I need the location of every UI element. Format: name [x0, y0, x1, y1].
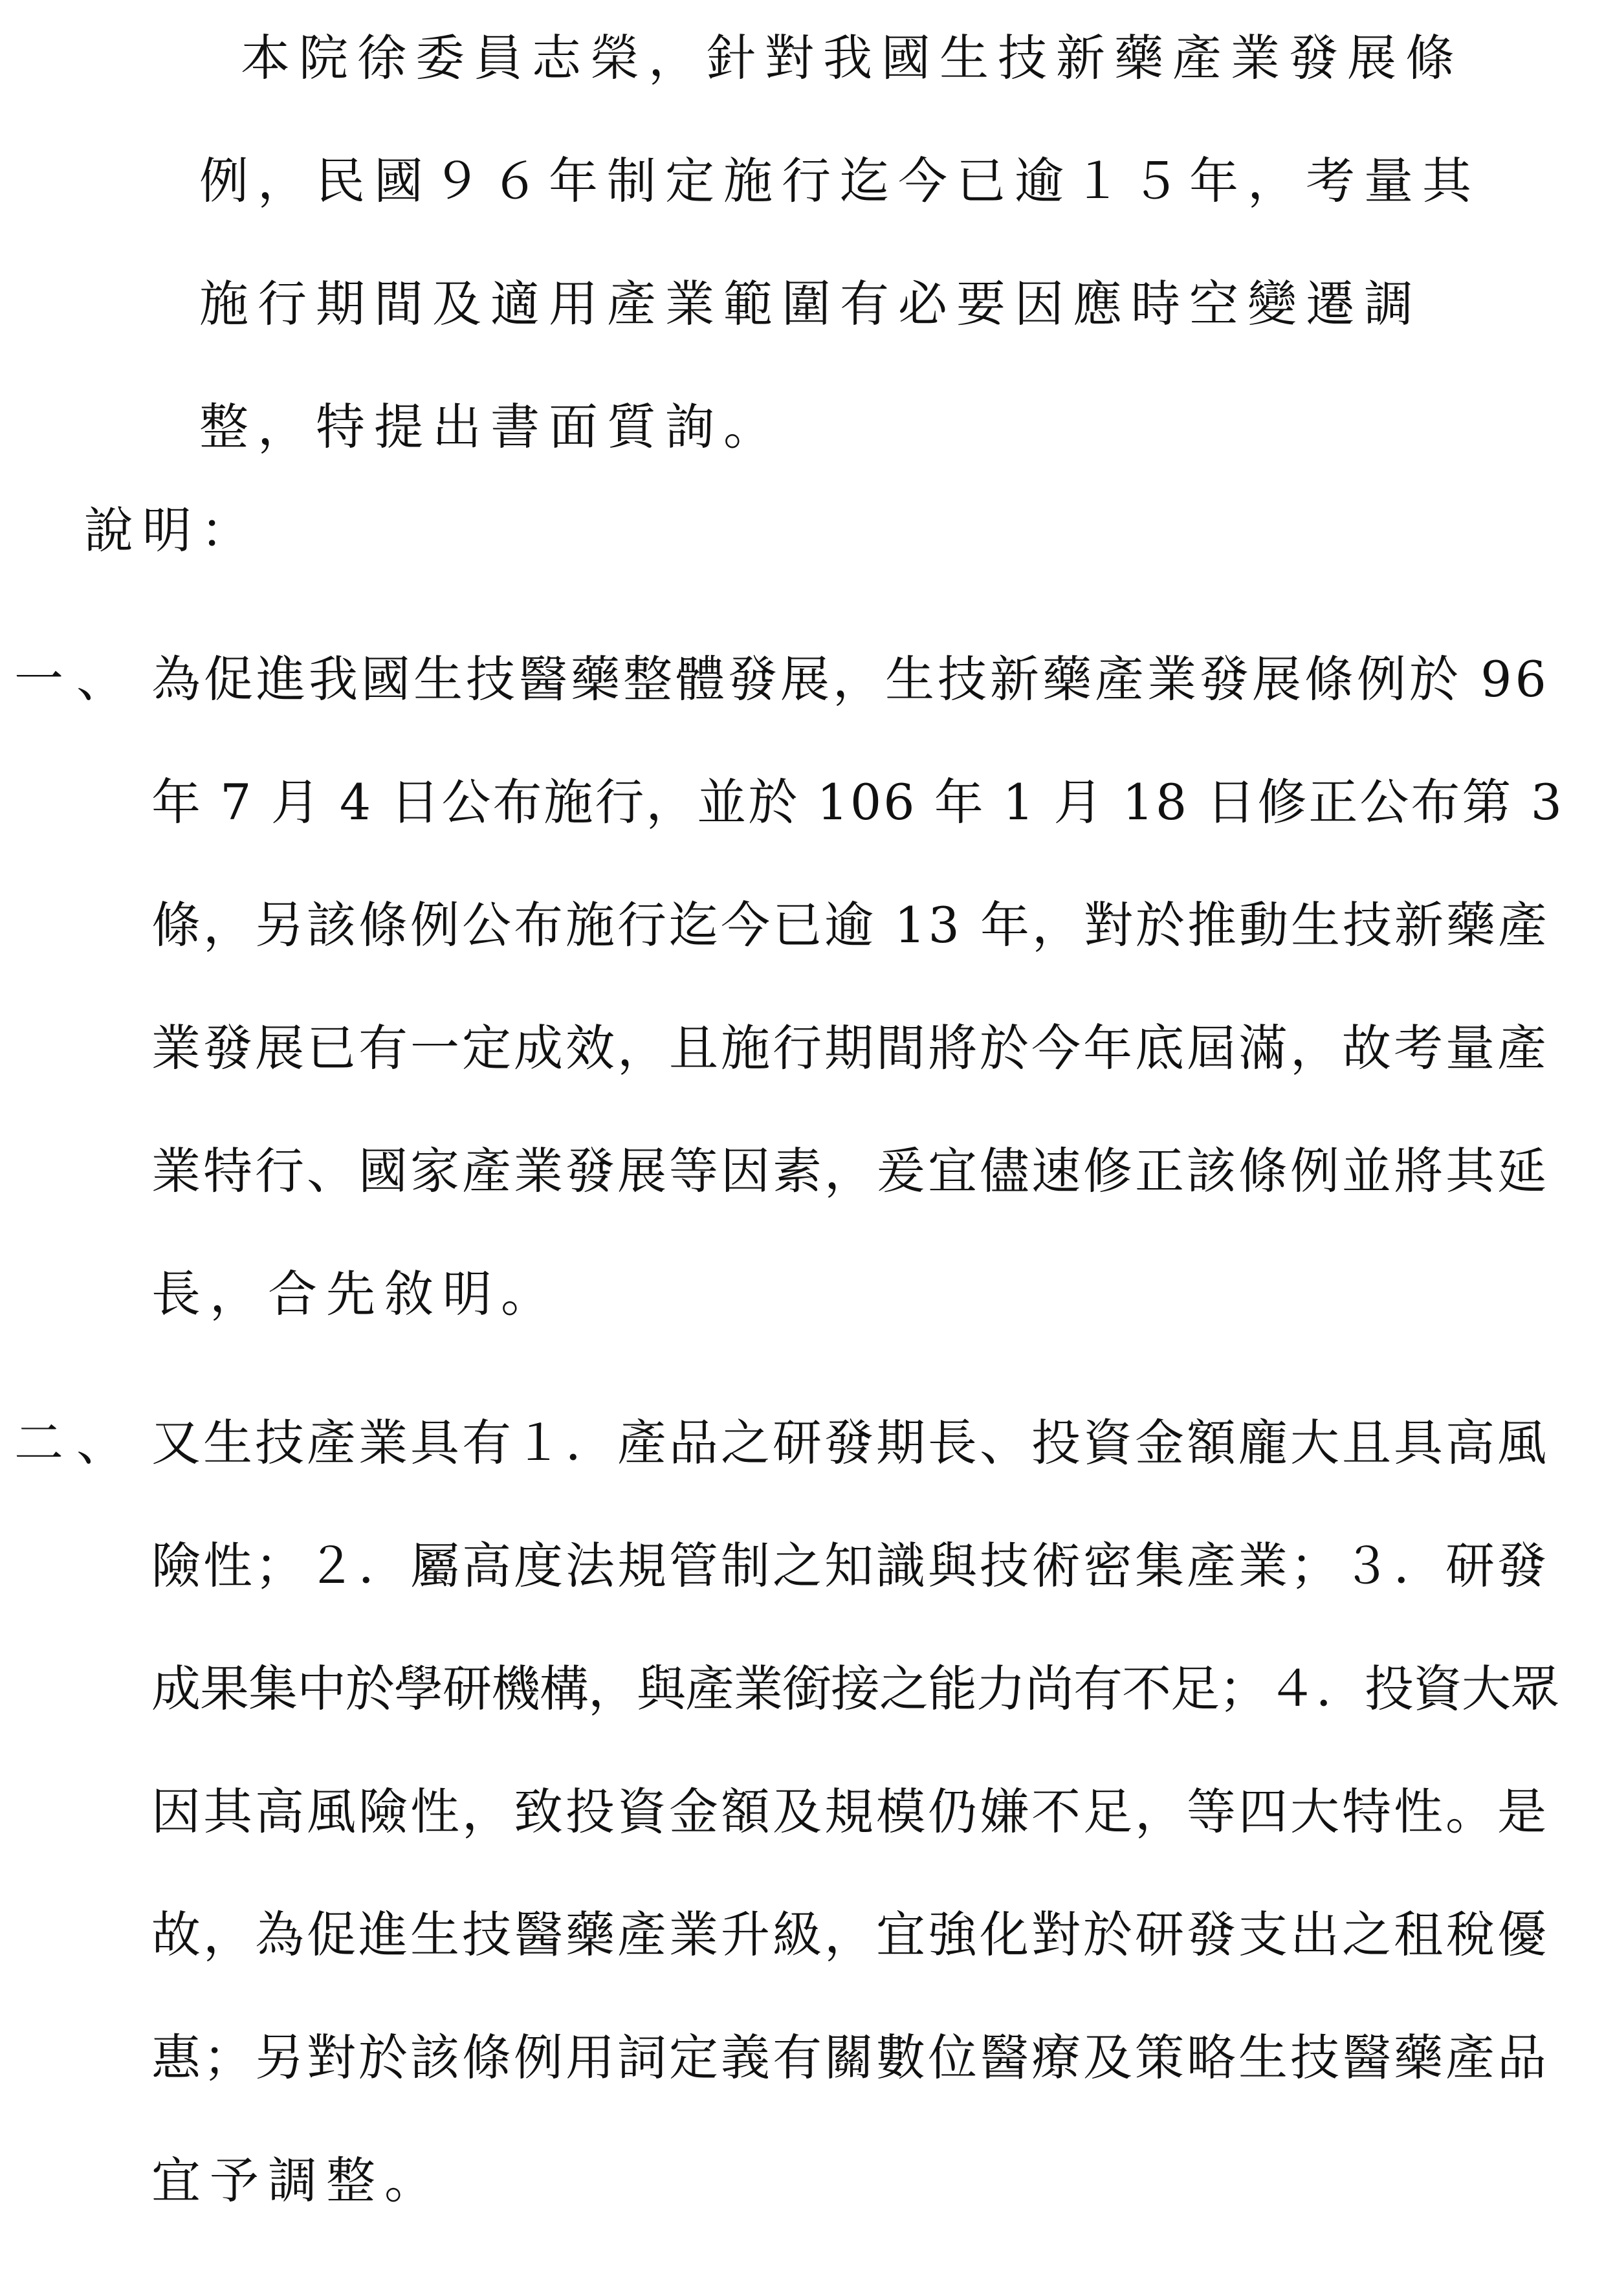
intro-line: 施行期間及適用產業範圍有必要因應時空變遷調: [199, 275, 1422, 333]
item-line: 成果集中於學研機構，與產業銜接之能力尚有不足；４．投資大眾: [151, 1660, 1559, 1717]
item-line: 長，合先敘明。: [151, 1265, 559, 1323]
item-line: 條，另該條例公布施行迄今已逾 13 年，對於推動生技新藥產: [151, 896, 1550, 954]
item-line: 惠；另對於該條例用詞定義有關數位醫療及策略生技醫藥產品: [151, 2029, 1549, 2086]
item-line: 險性；２．屬高度法規管制之知識與技術密集產業；３．研發: [151, 1537, 1549, 1595]
item-marker: 一、: [14, 650, 138, 708]
intro-line: 整，特提出書面質詢。: [199, 398, 782, 456]
item-line: 業發展已有一定成效，且施行期間將於今年底屆滿，故考量產: [151, 1019, 1549, 1077]
item-line: 宜予調整。: [151, 2152, 443, 2209]
item-marker: 二、: [14, 1414, 138, 1472]
intro-line: 例，民國９６年制定施行迄今已逾１５年，考量其: [199, 152, 1480, 210]
item-line: 為促進我國生技醫藥整體發展，生技新藥產業發展條例於 96: [151, 650, 1550, 708]
item-line: 業特行、國家產業發展等因素，爰宜儘速修正該條例並將其延: [151, 1142, 1549, 1200]
item-line: 又生技產業具有１．產品之研發期長、投資金額龐大且具高風: [151, 1414, 1549, 1472]
item-line: 故，為促進生技醫藥產業升級，宜強化對於研發支出之租稅優: [151, 1906, 1549, 1963]
intro-line: 本院徐委員志榮，針對我國生技新藥產業發展條: [241, 29, 1464, 87]
item-line: 因其高風險性，致投資金額及規模仍嫌不足，等四大特性。是: [151, 1783, 1549, 1840]
explanation-heading: 說明：: [84, 502, 259, 559]
item-line: 年 7 月 4 日公布施行，並於 106 年 1 月 18 日修正公布第 3: [151, 773, 1564, 831]
